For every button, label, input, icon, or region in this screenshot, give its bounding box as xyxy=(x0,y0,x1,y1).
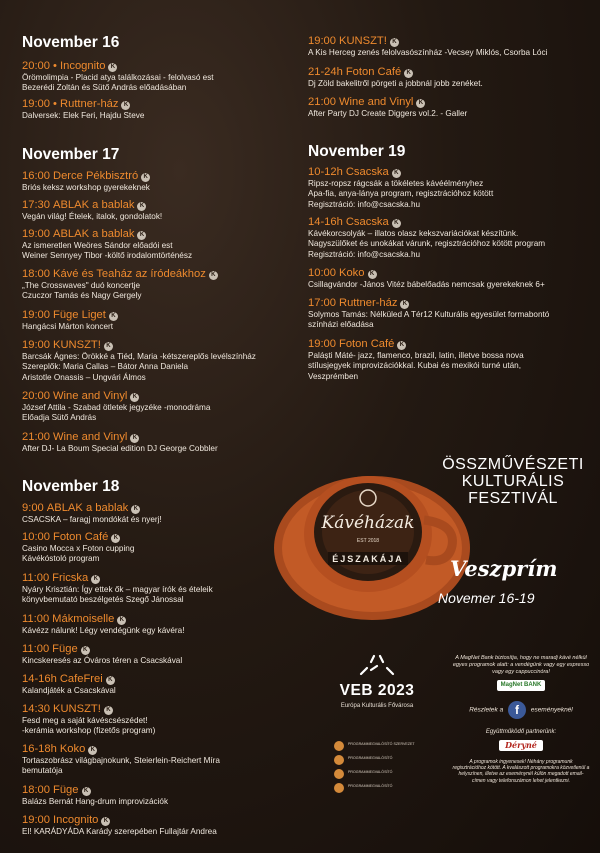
day-heading: November 17 xyxy=(22,146,120,163)
city-name: Veszprím xyxy=(450,556,558,581)
event: 19:00 ABLAK a bablak K Az ismeretlen Weöres Sándor előadói est Weiner Sennyey Tibor -költő irodalomtörténész xyxy=(22,228,193,261)
event: 14-16h Csacska K Kávékorcsolyák – illatos olasz kekszvariációkat készítünk. Nagyszülőket és unokákat várunk, regisztrációhoz kötött program Regisztráció: info@csacska.hu xyxy=(308,216,546,259)
magnet-bank-logo: MagNet BANK xyxy=(497,680,546,691)
location-badge-icon: K xyxy=(82,787,91,796)
location-badge-icon: K xyxy=(392,169,401,178)
location-badge-icon: K xyxy=(368,270,377,279)
event: 14-16h CafeFrei K Kalandjáték a Csacskával xyxy=(22,673,116,695)
location-badge-icon: K xyxy=(141,173,150,182)
cup-est: EST 2018 xyxy=(356,538,380,544)
event: 19:00 Incognito K El! KARÁDYÁDA Karády szerepében Fullajtár Andrea xyxy=(22,814,217,836)
event: 10:00 Foton Café K Casino Mocca x Foton cupping Kávékóstoló program xyxy=(22,531,135,564)
event: 20:00 Wine and Vinyl K József Attila - Szabad ötletek jegyzéke -monodráma Előadja Sütő András xyxy=(22,390,211,423)
event: 10:00 Koko K Csillagvándor -János Vitéz bábelőadás nemcsak gyerekeknek 6+ xyxy=(308,267,545,289)
location-badge-icon: K xyxy=(101,817,110,826)
festival-title: ÖSSZMŰVÉSZETI KULTURÁLIS FESZTIVÁL xyxy=(442,456,584,507)
event: 19:00 Füge Liget K Hangácsi Márton koncert xyxy=(22,309,304,332)
location-badge-icon: K xyxy=(404,69,413,78)
location-badge-icon: K xyxy=(131,505,140,514)
location-badge-icon: K xyxy=(137,231,146,240)
event: 21-24h Foton Café K Dj Zöld bakelitről pörgeti a jobbnál jobb zenéket. xyxy=(308,66,483,88)
location-badge-icon: K xyxy=(392,219,401,228)
day-heading: November 19 xyxy=(308,143,406,160)
free-programs-text: A programok ingyenesek! Néhány programunk regisztrációhoz kötött. A kvalászott programokra közvetlenül a helyszínen, illetve az eseménynél külön megadott email-címen vagy telefonszámon lehet jelentkezni. xyxy=(452,759,590,784)
info-panel xyxy=(452,655,590,784)
event: 18:00 Kávé és Teaház az íródeákhoz K „The Crosswaves" duó koncertje Czuczor Tamás és Nagy Gergely xyxy=(22,268,304,302)
location-badge-icon: K xyxy=(130,434,139,443)
event: 17:30 ABLAK a bablak K Vegán világ! Ételek, italok, gondolatok! xyxy=(22,199,163,221)
location-badge-icon: K xyxy=(117,616,126,625)
day-heading: November 18 xyxy=(22,478,120,495)
event: 10-12h Csacska K Ripsz-ropsz rágcsák a tökéletes kávéélményhez Apa-fia, anya-lánya program, regisztrációhoz kötött Regisztráció: info@csacska.hu xyxy=(308,166,494,209)
location-badge-icon: K xyxy=(130,393,139,402)
location-badge-icon: K xyxy=(416,99,425,108)
location-badge-icon: K xyxy=(104,706,113,715)
location-badge-icon: K xyxy=(104,342,113,351)
details-row: Részletek a f eseményeknél xyxy=(469,703,573,717)
festival-dates: Novemer 16-19 xyxy=(438,590,535,606)
event: 14:30 KUNSZT! K Fesd meg a saját kávéscsészédet! -kerámia workshop (fizetős program) xyxy=(22,703,156,736)
location-badge-icon: K xyxy=(81,646,90,655)
location-badge-icon: K xyxy=(121,101,130,110)
event: 20:00 • Incognito K Örömolimpia - Placid atya találkozásai - felolvasó est Bezerédi Zoltán és Sütő András előadásában xyxy=(22,60,214,93)
location-badge-icon: K xyxy=(137,202,146,211)
facebook-icon[interactable]: f xyxy=(508,701,526,719)
deryne-logo: Déryné xyxy=(499,740,543,751)
day-heading: November 16 xyxy=(22,34,120,51)
event: 19:00 KUNSZT! K Barcsák Ágnes: Örökké a Tiéd, Maria -kétszereplős levélszínház Szereplők: Maria Callas – Bátor Anna Daniela Aristotle Onassis – Ungvári Álmos xyxy=(22,339,256,382)
location-badge-icon: K xyxy=(91,575,100,584)
cup-subtitle: ÉJSZAKÁJA xyxy=(332,554,404,564)
event: 11:00 Fricska K Nyáry Krisztián: Így ettek ők – magyar írók és ételeik könyvbemutató beszélgetés Szegő Jánossal xyxy=(22,572,213,605)
partner-logo-row: PROGRAMMEGVALÓSÍTÓ xyxy=(334,783,434,795)
event: 17:00 Ruttner-ház K Solymos Tamás: Nélküled A Tér12 Kulturális egyesület formabontó színházi előadása xyxy=(308,297,550,330)
partner-label: Együttműködő partnerünk: xyxy=(485,729,557,735)
event: 11:00 Mákmoiselle K Kávézz nálunk! Légy vendégünk egy kávéra! xyxy=(22,613,185,635)
location-badge-icon: K xyxy=(209,271,218,280)
event: 16:00 Derce Pékbisztró K Briós keksz workshop gyerekeknek xyxy=(22,170,150,192)
location-badge-icon: K xyxy=(390,38,399,47)
event: 9:00 ABLAK a bablak K CSACSKA – faragj mondókát és nyerj! xyxy=(22,502,162,524)
partner-logo-row: PROGRAMMEGVALÓSÍTÓ xyxy=(334,769,434,781)
location-badge-icon: K xyxy=(109,312,118,321)
location-badge-icon: K xyxy=(106,676,115,685)
location-badge-icon: K xyxy=(88,746,97,755)
event: 19:00 • Ruttner-ház K Dalversek: Elek Feri, Hajdu Steve xyxy=(22,98,145,120)
partner-logo-row: PROGRAMMEGVALÓSÍTÓ SZERVEZET xyxy=(334,741,434,753)
event: 21:00 Wine and Vinyl K After DJ- La Boum Special edition DJ George Cobbler xyxy=(22,431,218,453)
veb-logo: VEB 2023 Európa Kulturális Fővárosa xyxy=(322,650,432,709)
event: 19:00 KUNSZT! K A Kis Herceg zenés felolvasószínház -Vecsey Miklós, Csorba Lóci xyxy=(308,35,548,57)
location-badge-icon: K xyxy=(108,63,117,72)
event: 11:00 Füge K Kincskeresés az Óváros téren a Csacskával xyxy=(22,643,183,665)
partner-logo-row: PROGRAMMEGVALÓSÍTÓ xyxy=(334,755,434,767)
event: 18:00 Füge K Balázs Bernát Hang-drum improvizációk xyxy=(22,784,169,806)
event: 16-18h Koko K Tortaszobrász világbajnokunk, Steierlein-Reichert Míra bemutatója xyxy=(22,743,220,776)
location-badge-icon: K xyxy=(400,300,409,309)
location-badge-icon: K xyxy=(111,534,120,543)
event: 21:00 Wine and Vinyl K After Party DJ Create Diggers vol.2. - Galler xyxy=(308,96,468,118)
magnet-text: A MagNet Bank biztosítja, hogy ne maradj kávé nélkül egyes programok alatt: a vendégünk vagy egy espresso vagy egy cappuccinóra! xyxy=(452,655,590,675)
veb-rays-icon xyxy=(357,654,397,678)
cup-title: Kávéházak xyxy=(321,513,415,533)
event: 19:00 Foton Café K Paláști Máté- jazz, flamenco, brazil, latin, illetve bossa nova stílusjegyek improvizációkkal. Kubai és mexikói turné után, Veszprémben xyxy=(308,338,524,381)
location-badge-icon: K xyxy=(397,341,406,350)
